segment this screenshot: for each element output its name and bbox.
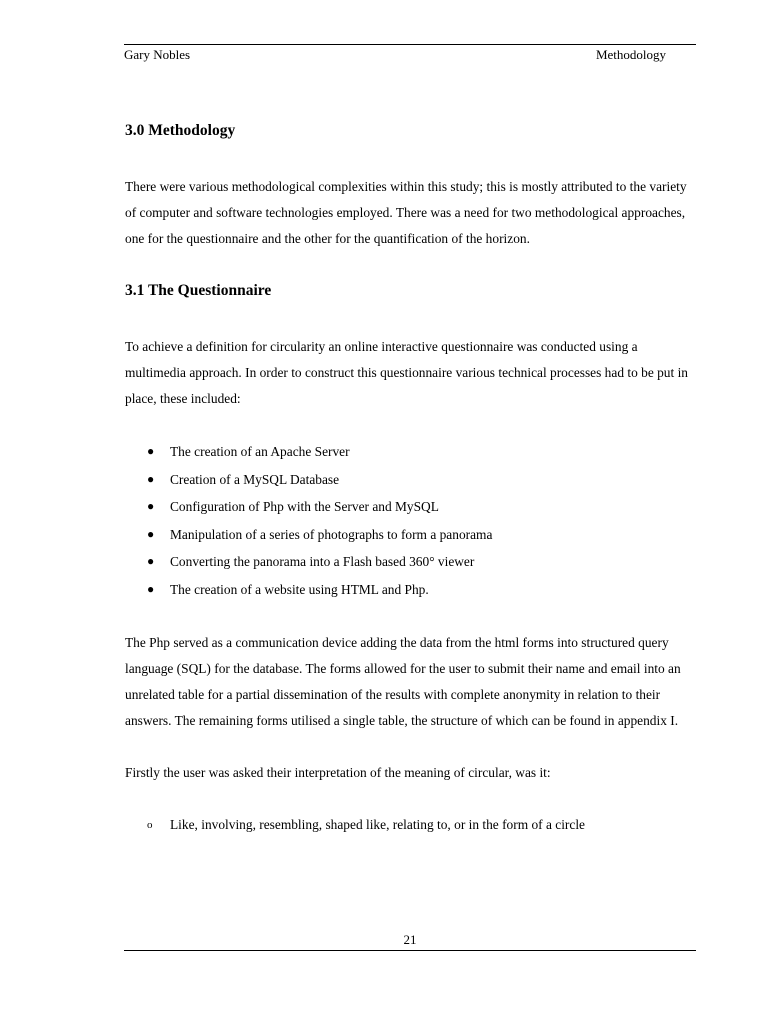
question-intro-paragraph: Firstly the user was asked their interpretation of the meaning of circular, was it: [125,764,551,780]
list-item: ● Creation of a MySQL Database [125,466,700,494]
list-item: ● The creation of a website using HTML and Php. [125,576,700,604]
header-section: Methodology [595,47,666,62]
option-list [125,812,700,838]
section-heading-questionnaire: 3.1 The Questionnaire [125,282,272,299]
list-item: ● Manipulation of a series of photographs to form a panorama [125,521,700,549]
bullet-icon: ● [147,444,155,458]
list-item: ● Configuration of Php with the Server and MySQL [125,493,700,521]
page-number: 21 [403,932,417,947]
page-content [125,118,700,838]
questionnaire-intro-paragraph: To achieve a definition for circularity an online interactive questionnaire was conducted using a multimedia approach. In order to construct this questionnaire various technical processes had to be put in place, these included: [125,339,688,406]
php-paragraph: The Php served as a communication device adding the data from the html forms into structured query language (SQL) for the database. The forms allowed for the user to submit their name and email into an unrelated table for a partial dissemination of the results with complete anonymity in relation to their answers. The remaining forms utilised a single table, the structure of which can be found in appendix I. [125,634,681,728]
list-item: o Like, involving, resembling, shaped like, relating to, or in the form of a circle [125,812,700,838]
page-header [124,44,696,65]
methodology-paragraph: There were various methodological complexities within this study; this is mostly attributed to the variety of computer and software technologies employed. There was a need for two methodological approaches, one for the questionnaire and the other for the quantification of the horizon. [125,179,687,246]
page-footer [124,932,696,951]
header-author: Gary Nobles [124,47,191,62]
bullet-icon: ● [147,471,155,486]
bullet-icon: ● [147,526,155,541]
section-heading-methodology: 3.0 Methodology [125,122,236,139]
list-item: ● Converting the panorama into a Flash based 360° viewer [125,548,700,576]
list-item: ● The creation of an Apache Server [125,438,700,466]
bullet-icon: ● [147,499,155,514]
circle-bullet-icon: o [147,818,153,831]
bullet-icon: ● [147,554,155,569]
process-list [125,438,700,604]
bullet-icon: ● [147,581,155,596]
